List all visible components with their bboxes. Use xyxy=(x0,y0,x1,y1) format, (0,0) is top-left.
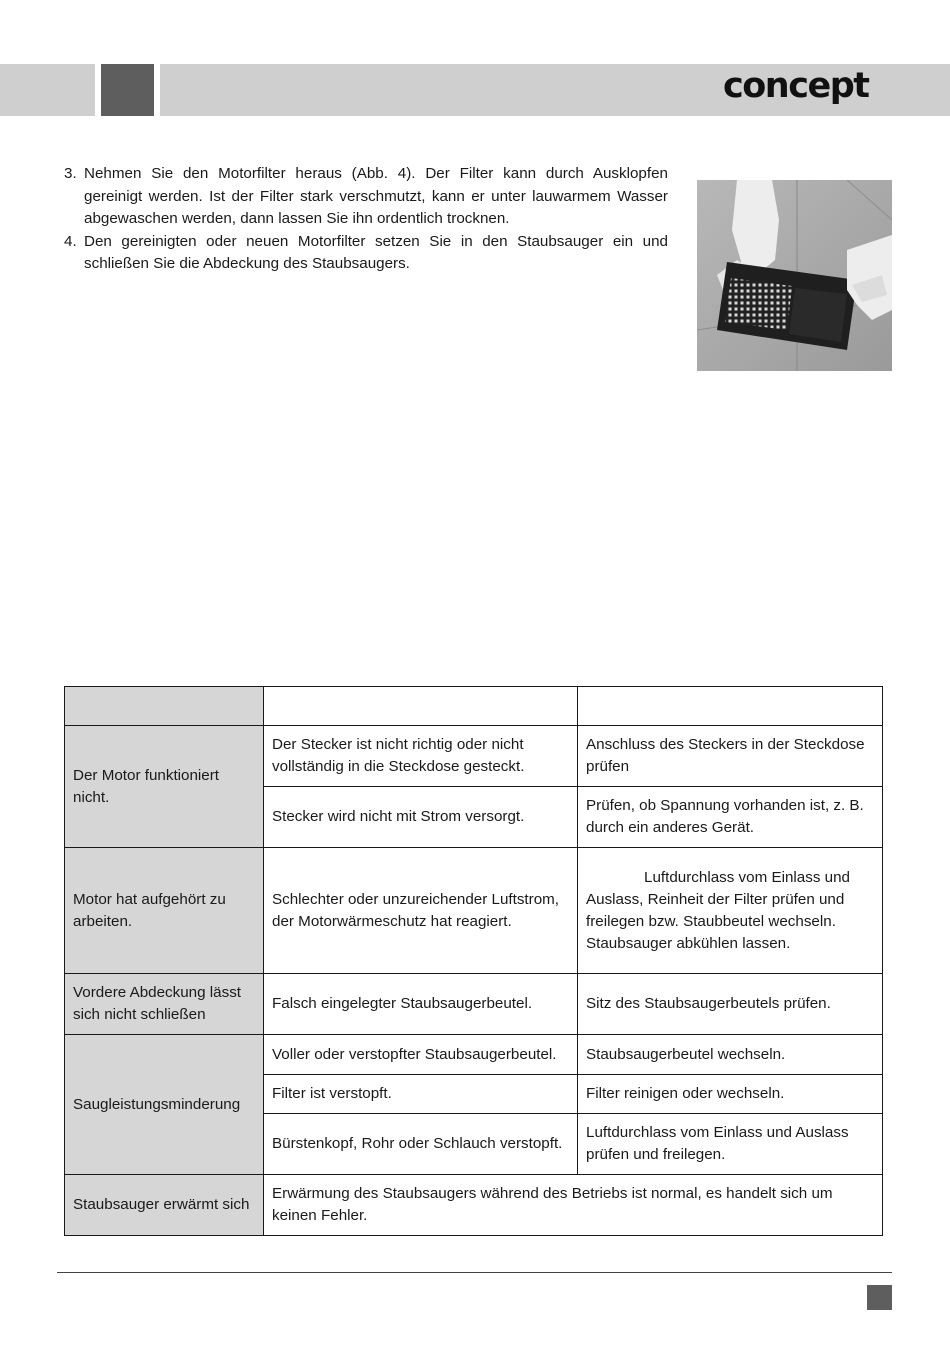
instruction-step-3 xyxy=(64,163,668,231)
header-square xyxy=(101,64,154,116)
instruction-step-4 xyxy=(64,231,668,276)
step-text: Den gereinigten oder neuen Motorfilter setzen Sie in den Staubsauger ein und schließen Sie die Abdeckung des Staubsaugers. xyxy=(84,232,668,273)
problem-cell: Saugleistungsminderung xyxy=(65,1035,264,1175)
problem-cell: Der Motor funktioniert nicht. xyxy=(65,726,264,848)
page-marker-square xyxy=(867,1285,892,1310)
solution-cell: Luftdurchlass vom Einlass und Auslass prüfen und freilegen. xyxy=(578,1114,883,1175)
solution-cell: Anschluss des Steckers in der Steckdose prüfen xyxy=(578,726,883,787)
step-number: 4. xyxy=(64,232,77,250)
solution-cell: Staubsaugerbeutel wechseln. xyxy=(578,1035,883,1075)
table-row xyxy=(65,1035,883,1075)
cause-cell: Der Stecker ist nicht richtig oder nicht vollständig in die Steckdose gesteckt. xyxy=(264,726,578,787)
cause-cell: Schlechter oder unzureichender Luftstrom, der Motorwärmeschutz hat reagiert. xyxy=(264,848,578,974)
solution-cell: Filter reinigen oder wechseln. xyxy=(578,1075,883,1114)
step-number: 3. xyxy=(64,165,77,182)
step-text: Nehmen Sie den Motorfilter heraus (Abb. 4). Der Filter kann durch Ausklopfen gereinigt werden. Ist der Filter stark verschmutzt, kann er unter lauwarmem Wasser abgewaschen werden, dann lassen Sie ihn ordentlich trocknen. xyxy=(84,165,668,228)
cause-cell: Bürstenkopf, Rohr oder Schlauch verstopft. xyxy=(264,1114,578,1175)
problem-cell: Staubsauger erwärmt sich xyxy=(65,1175,264,1236)
cause-cell: Falsch eingelegter Staubsaugerbeutel. xyxy=(264,974,578,1035)
problem-cell: Vordere Abdeckung lässt sich nicht schließen xyxy=(65,974,264,1035)
merged-cell: Erwärmung des Staubsaugers während des Betriebs ist normal, es handelt sich um keinen Fehler. xyxy=(264,1175,883,1236)
table-row xyxy=(65,974,883,1035)
solution-cell: Sitz des Staubsaugerbeutels prüfen. xyxy=(578,974,883,1035)
cause-cell: Stecker wird nicht mit Strom versorgt. xyxy=(264,787,578,848)
cause-cell: Voller oder verstopfter Staubsaugerbeutel. xyxy=(264,1035,578,1075)
table-header-row xyxy=(65,687,883,726)
solution-cell xyxy=(578,848,883,974)
header-solution-cell xyxy=(578,687,883,726)
instruction-list xyxy=(64,163,668,276)
troubleshooting-table xyxy=(64,686,883,1236)
table-row xyxy=(65,726,883,787)
solution-text: Luftdurchlass vom Einlass und Auslass, Reinheit der Filter prüfen und freilegen bzw. Staubbeutel wechseln. Staubsauger abkühlen lassen. xyxy=(586,868,850,952)
cause-cell: Filter ist verstopft. xyxy=(264,1075,578,1114)
table-row xyxy=(65,1175,883,1236)
brand-logo: concept xyxy=(723,66,869,106)
footer-divider xyxy=(57,1272,892,1273)
header-bar-left xyxy=(0,64,95,116)
table-row xyxy=(65,848,883,974)
header-cause-cell xyxy=(264,687,578,726)
problem-cell: Motor hat aufgehört zu arbeiten. xyxy=(65,848,264,974)
solution-cell: Prüfen, ob Spannung vorhanden ist, z. B. durch ein anderes Gerät. xyxy=(578,787,883,848)
header-problem-cell xyxy=(65,687,264,726)
motor-filter-photo xyxy=(697,180,892,371)
